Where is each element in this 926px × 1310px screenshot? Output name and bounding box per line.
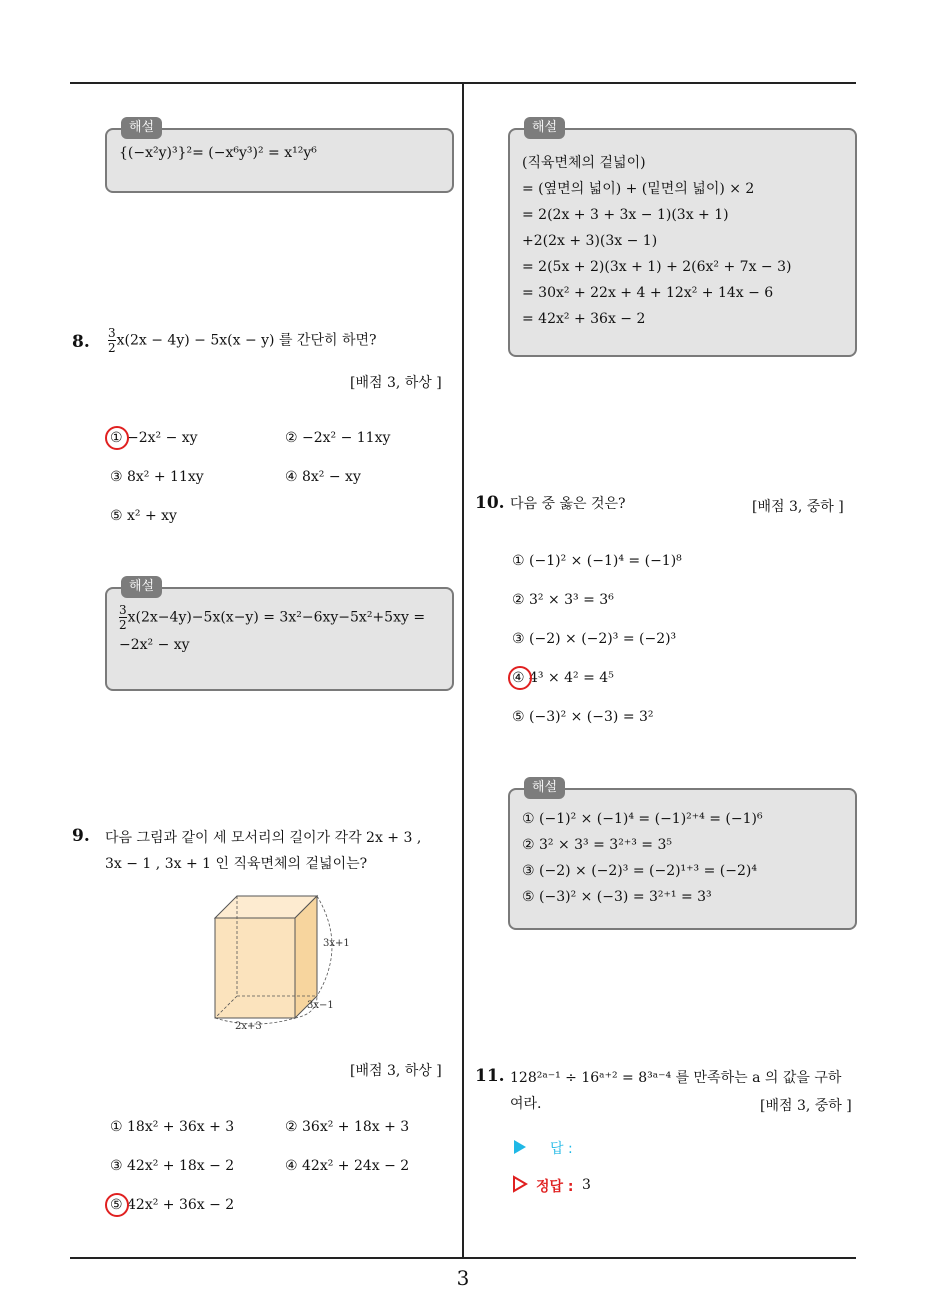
figure-label-height: 3x+1: [323, 938, 350, 949]
option-5[interactable]: ⑤ (−3)² × (−3) = 3²: [512, 709, 654, 725]
question-number: 9.: [72, 826, 90, 846]
bottom-rule: [70, 1257, 856, 1259]
question-text: $\frac{3}{2}$ x(2x − 4y) − 5x(x − y) 를 간단히 하면?: [108, 326, 377, 355]
correct-value: 3: [582, 1177, 591, 1193]
option-3[interactable]: ③ (−2) × (−2)³ = (−2)³: [512, 631, 677, 647]
correct-answer-circle: [105, 1193, 129, 1217]
solution-line: (직육면체의 겉넓이): [522, 155, 646, 171]
fraction: $\frac{3}{2}$: [119, 603, 127, 632]
solution-box-q9: [508, 120, 857, 357]
solution-tag: 해설: [524, 777, 565, 799]
solution-line: = 42x² + 36x − 2: [522, 311, 646, 327]
question-text: 다음 중 옳은 것은?: [510, 496, 626, 512]
option-1[interactable]: ① 18x² + 36x + 3: [110, 1119, 235, 1135]
answer-label: 답 :: [550, 1141, 573, 1157]
option-1[interactable]: ① (−1)² × (−1)⁴ = (−1)⁸: [512, 553, 682, 569]
question-number: 10.: [475, 493, 505, 513]
question-text-line1: 다음 그림과 같이 세 모서리의 길이가 각각 2x + 3 ,: [105, 830, 422, 846]
solution-box-q10: [508, 780, 857, 930]
solution-line: ③ (−2) × (−2)³ = (−2)¹⁺³ = (−2)⁴: [522, 863, 757, 879]
correct-arrow-icon: [512, 1175, 528, 1193]
correct-answer-circle: [105, 426, 129, 450]
solution-line: = 2(5x + 2)(3x + 1) + 2(6x² + 7x − 3): [522, 259, 792, 275]
correct-label: 정답 :: [536, 1179, 574, 1195]
solution-line: ② 3² × 3³ = 3²⁺³ = 3⁵: [522, 837, 672, 853]
score-label: [배점 3, 중하 ]: [760, 1098, 852, 1114]
figure-label-width: 2x+3: [235, 1021, 262, 1032]
answer-arrow-icon: [514, 1140, 526, 1154]
option-2[interactable]: ② 3² × 3³ = 3⁶: [512, 592, 614, 608]
solution-line: = (옆면의 넓이) + (밑면의 넓이) × 2: [522, 181, 755, 197]
option-4[interactable]: ④ 42x² + 24x − 2: [285, 1158, 410, 1174]
solution-line: ① (−1)² × (−1)⁴ = (−1)²⁺⁴ = (−1)⁶: [522, 811, 763, 827]
question-number: 8.: [72, 332, 90, 352]
figure-label-depth: 3x−1: [307, 1000, 334, 1011]
solution-line: {(−x²y)³}²= (−x⁶y³)² = x¹²y⁶: [119, 145, 317, 161]
cuboid-figure: [205, 890, 365, 1040]
solution-tag: 해설: [121, 576, 162, 598]
solution-line: ⑤ (−3)² × (−3) = 3²⁺¹ = 3³: [522, 889, 712, 905]
question-text-line2: 여라.: [510, 1096, 542, 1112]
solution-line: $\frac{3}{2}$ x(2x−4y)−5x(x−y) = 3x²−6xy−5x²+5xy =: [119, 603, 426, 632]
score-label: [배점 3, 중하 ]: [752, 499, 844, 515]
score-label: [배점 3, 하상 ]: [350, 1063, 442, 1079]
option-4[interactable]: ④ 8x² − xy: [285, 469, 361, 485]
column-divider: [462, 84, 464, 1259]
fraction: $\frac{3}{2}$: [108, 326, 116, 355]
page-number: 3: [456, 1266, 470, 1290]
solution-tag: 해설: [524, 117, 565, 139]
option-5[interactable]: ⑤ 42x² + 36x − 2: [110, 1197, 235, 1213]
question-text-line1: 128²ᵃ⁻¹ ÷ 16ᵃ⁺² = 8³ᵃ⁻⁴ 를 만족하는 a 의 값을 구하: [510, 1070, 842, 1086]
option-1[interactable]: ① −2x² − xy: [110, 430, 198, 446]
question-number: 11.: [475, 1066, 505, 1086]
solution-line: = 30x² + 22x + 4 + 12x² + 14x − 6: [522, 285, 774, 301]
option-2[interactable]: ② −2x² − 11xy: [285, 430, 391, 446]
option-2[interactable]: ② 36x² + 18x + 3: [285, 1119, 410, 1135]
option-5[interactable]: ⑤ x² + xy: [110, 508, 177, 524]
question-text-line2: 3x − 1 , 3x + 1 인 직육면체의 겉넓이는?: [105, 856, 368, 872]
correct-answer-circle: [508, 666, 532, 690]
solution-line: +2(2x + 3)(3x − 1): [522, 233, 658, 249]
option-4[interactable]: ④ 4³ × 4² = 4⁵: [512, 670, 614, 686]
solution-tag: 해설: [121, 117, 162, 139]
solution-box-q7: [105, 120, 454, 193]
solution-line: = 2(2x + 3 + 3x − 1)(3x + 1): [522, 207, 729, 223]
solution-box-q8: [105, 579, 454, 691]
option-3[interactable]: ③ 42x² + 18x − 2: [110, 1158, 235, 1174]
option-3[interactable]: ③ 8x² + 11xy: [110, 469, 204, 485]
score-label: [배점 3, 하상 ]: [350, 375, 442, 391]
solution-line: −2x² − xy: [119, 637, 190, 653]
